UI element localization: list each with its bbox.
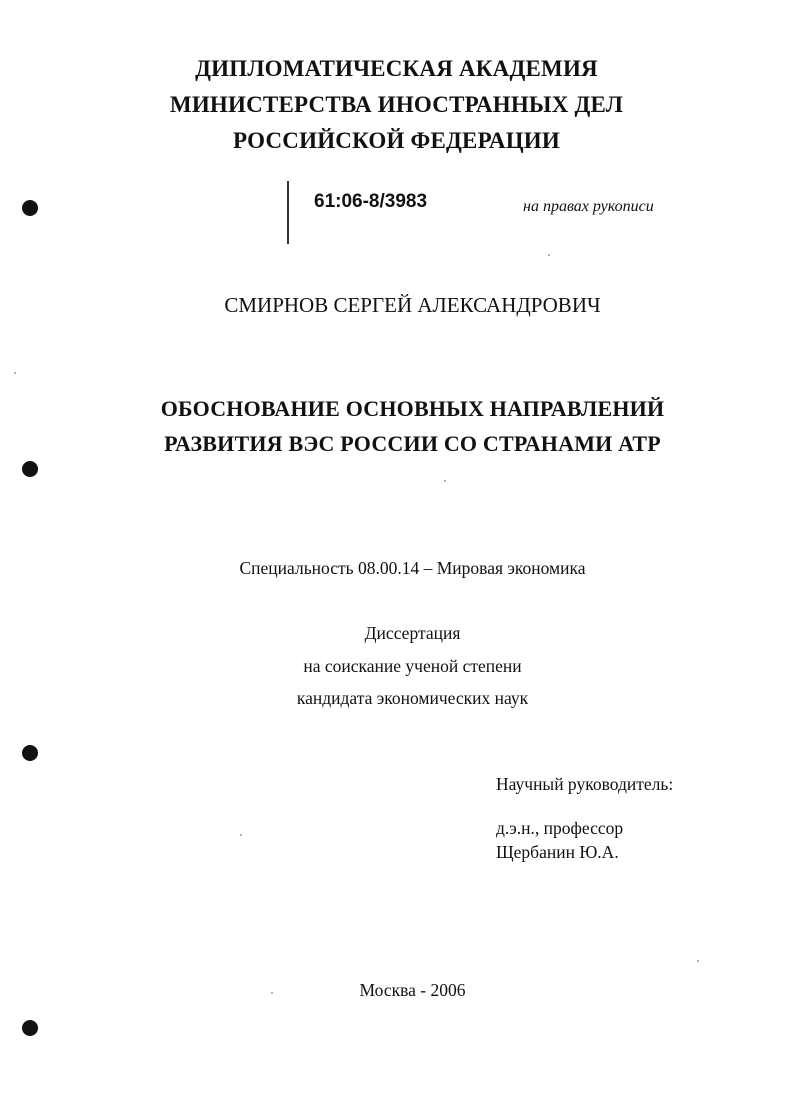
author-name: СМИРНОВ СЕРГЕЙ АЛЕКСАНДРОВИЧ — [224, 293, 601, 317]
supervisor-label: Научный руководитель: — [496, 774, 674, 794]
scan-speck — [548, 254, 550, 256]
manuscript-note: на правах рукописи — [523, 198, 654, 215]
scan-speck — [14, 372, 16, 374]
dissertation-title-line-2: РАЗВИТИЯ ВЭС РОССИИ СО СТРАНАМИ АТР — [164, 431, 661, 456]
scan-speck — [240, 834, 242, 836]
academy-name-line-1: ДИПЛОМАТИЧЕСКАЯ АКАДЕМИЯ — [195, 56, 598, 81]
supervisor-degree: д.э.н., профессор — [496, 818, 624, 838]
binder-hole-4 — [22, 1020, 38, 1036]
specialty: Специальность 08.00.14 – Мировая экономика — [239, 558, 586, 578]
binder-hole-2 — [22, 461, 38, 477]
dissertation-title-line-1: ОБОСНОВАНИЕ ОСНОВНЫХ НАПРАВЛЕНИЙ — [160, 396, 665, 421]
scan-speck — [444, 480, 446, 482]
degree-line-1: на соискание ученой степени — [303, 656, 522, 676]
binder-hole-1 — [22, 200, 38, 216]
stamp-bar — [287, 181, 289, 244]
registration-code: 61:06-8/3983 — [314, 191, 428, 212]
supervisor-name: Щербанин Ю.А. — [496, 842, 619, 862]
city-year: Москва - 2006 — [359, 980, 466, 1000]
degree-line-2: кандидата экономических наук — [296, 688, 529, 708]
academy-name-line-3: РОССИЙСКОЙ ФЕДЕРАЦИИ — [233, 128, 560, 153]
dissertation-label: Диссертация — [364, 623, 461, 643]
scan-speck — [697, 960, 699, 962]
binder-hole-3 — [22, 745, 38, 761]
academy-name-line-2: МИНИСТЕРСТВА ИНОСТРАННЫХ ДЕЛ — [169, 92, 624, 117]
